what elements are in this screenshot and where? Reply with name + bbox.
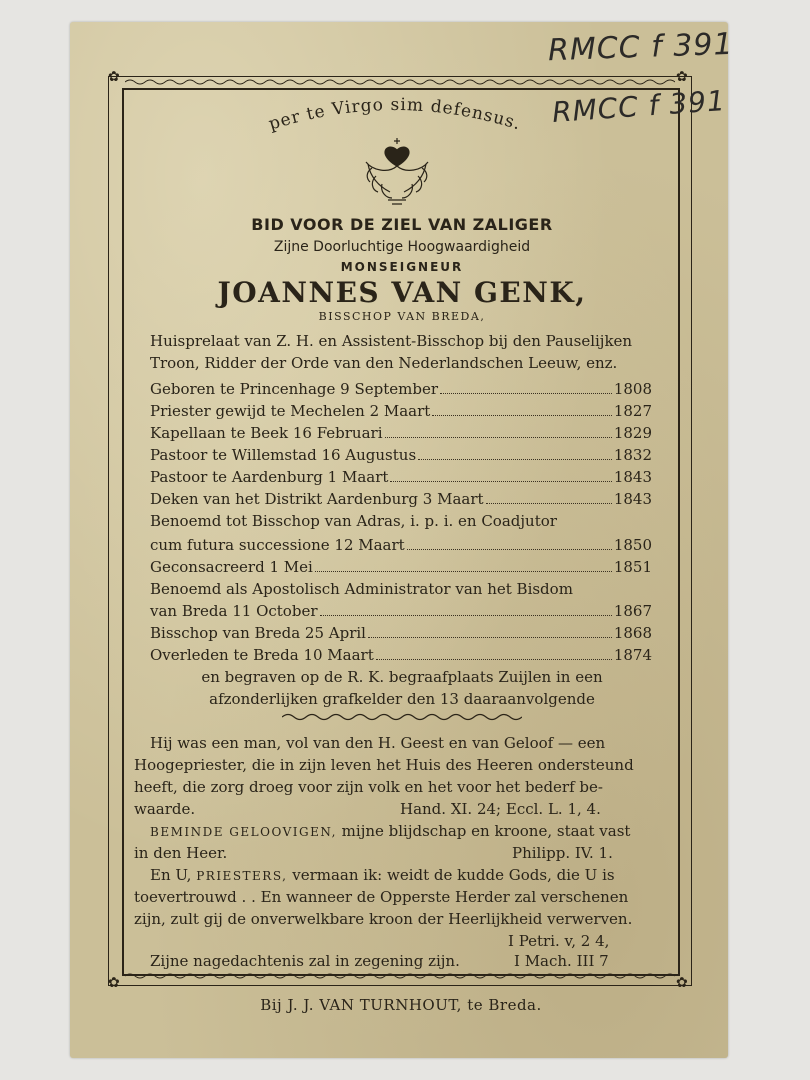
timeline-year: 1850: [613, 536, 652, 554]
timeline-entry: [150, 646, 652, 664]
timeline-year: 1851: [613, 558, 652, 576]
timeline-entry: [150, 402, 652, 420]
scripture-reference: I Petri. v, 2 4,: [508, 932, 610, 950]
scripture-text: vermaan ik: weidt de kudde Gods, die U is: [292, 866, 615, 884]
deceased-name: JOANNES VAN GENK,: [217, 276, 587, 309]
timeline-text: Geconsacreerd 1 Mei: [150, 558, 313, 576]
timeline-pre-line: Benoemd als Apostolisch Administrator van het Bisdom: [150, 580, 573, 598]
intro-line: Huisprelaat van Z. H. en Assistent-Bisschop bij den Pauselijken: [150, 332, 633, 350]
archive-mark: RMCC f 391: [547, 26, 735, 69]
timeline-text: Overleden te Breda 10 Maart: [150, 646, 374, 664]
timeline-text: cum futura successione 12 Maart: [150, 536, 405, 554]
scripture-text: mijne blijdschap en kroone, staat vast: [341, 822, 631, 840]
timeline-year: 1827: [613, 402, 652, 420]
timeline-text: Deken van het Distrikt Aardenburg 3 Maart: [150, 490, 484, 508]
timeline-year: 1832: [613, 446, 652, 464]
timeline-entry: [150, 424, 652, 442]
address-faithful: BEMINDE GELOOVIGEN,: [150, 825, 337, 839]
scripture-line: toevertrouwd . . En wanneer de Opperste Herder zal verschenen: [134, 888, 629, 906]
printer-imprint: Bij J. J. VAN TURNHOUT, te Breda.: [260, 996, 542, 1014]
timeline-entry: [150, 558, 652, 576]
scripture-line: in den Heer.: [134, 844, 228, 862]
heading-monseigneur: MONSEIGNEUR: [340, 260, 464, 274]
timeline-text: Bisschop van Breda 25 April: [150, 624, 366, 642]
sacred-heart-emblem-icon: [358, 136, 436, 208]
timeline-year: 1843: [613, 468, 652, 486]
scripture-line: [150, 866, 615, 884]
corner-ornament-icon: ✿: [676, 975, 688, 991]
timeline-year: 1843: [613, 490, 652, 508]
timeline-entry: [150, 536, 652, 554]
timeline-year: 1829: [613, 424, 652, 442]
scripture-reference: I Mach. III 7: [514, 952, 609, 970]
timeline-year: 1808: [613, 380, 652, 398]
scripture-reference: Hand. XI. 24; Eccl. L. 1, 4.: [400, 800, 601, 818]
corner-ornament-icon: ✿: [108, 69, 120, 85]
timeline-entry: [150, 468, 652, 486]
svg-text:per te Virgo sim defensus.: [266, 95, 523, 135]
timeline-year: 1867: [613, 602, 652, 620]
deceased-title: BISSCHOP VAN BREDA,: [318, 310, 486, 323]
timeline-entry: [150, 624, 652, 642]
timeline-year: 1868: [613, 624, 652, 642]
scripture-reference: Philipp. IV. 1.: [512, 844, 613, 862]
timeline-pre-line: Benoemd tot Bisschop van Adras, i. p. i. en Coadjutor: [150, 512, 557, 530]
intro-line: Troon, Ridder der Orde van den Nederlandschen Leeuw, enz.: [150, 354, 618, 372]
burial-line: afzonderlijken grafkelder den 13 daaraanvolgende: [209, 690, 595, 708]
bottom-ornament: [125, 972, 675, 980]
scripture-line: waarde.: [134, 800, 196, 818]
address-priests: PRIESTERS,: [196, 869, 288, 883]
timeline-text: Priester gewijd te Mechelen 2 Maart: [150, 402, 431, 420]
timeline-text: Kapellaan te Beek 16 Februari: [150, 424, 383, 442]
timeline-entry: [150, 490, 652, 508]
burial-line: en begraven op de R. K. begraafplaats Zuijlen in een: [201, 668, 603, 686]
section-divider: [282, 712, 522, 722]
timeline-text: Pastoor te Aardenburg 1 Maart: [150, 468, 389, 486]
timeline-entry: [150, 602, 652, 620]
closing-line: Zijne nagedachtenis zal in zegening zijn.: [150, 952, 460, 970]
scripture-line: zijn, zult gij de onverwelkbare kroon der Heerlijkheid verwerven.: [134, 910, 633, 928]
top-ornament: [125, 78, 675, 86]
archive-mark: RMCC f 391: [551, 83, 727, 130]
heading-honorific: Zijne Doorluchtige Hoogwaardigheid: [273, 239, 531, 255]
timeline-text: van Breda 11 October: [150, 602, 318, 620]
timeline-year: 1874: [613, 646, 652, 664]
scripture-line: Hij was een man, vol van den H. Geest en van Geloof — een: [150, 734, 606, 752]
timeline-entry: [150, 446, 652, 464]
timeline-entry: [150, 380, 652, 398]
scripture-line: heeft, die zorg droeg voor zijn volk en het voor het bederf be-: [134, 778, 603, 796]
scripture-line: [150, 822, 630, 840]
timeline-text: Pastoor te Willemstad 16 Augustus: [150, 446, 417, 464]
motto-text: per te Virgo sim defensus.: [266, 94, 524, 135]
scripture-line: Hoogepriester, die in zijn leven het Huis des Heeren ondersteund: [134, 756, 634, 774]
corner-ornament-icon: ✿: [676, 69, 688, 85]
scripture-text: En U,: [150, 866, 192, 884]
timeline-text: Geboren te Princenhage 9 September: [150, 380, 438, 398]
corner-ornament-icon: ✿: [108, 975, 120, 991]
heading-prayer: BID VOOR DE ZIEL VAN ZALIGER: [251, 215, 553, 234]
